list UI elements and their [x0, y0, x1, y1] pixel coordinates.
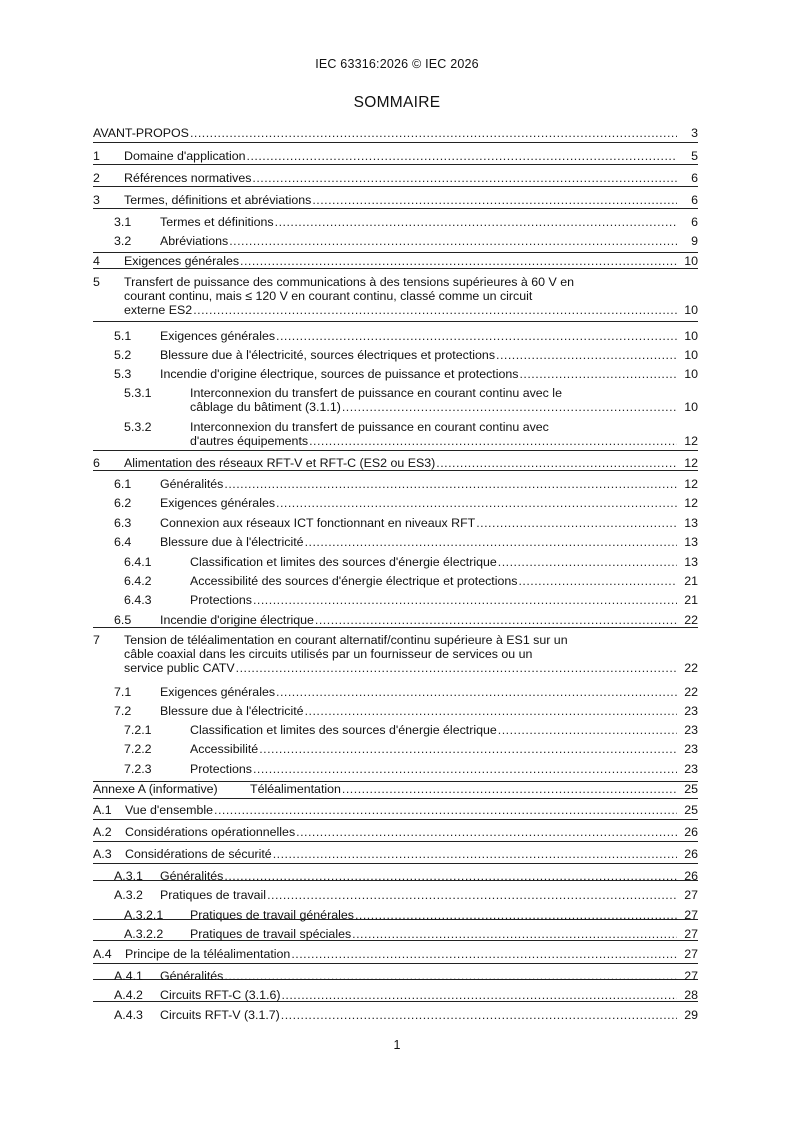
entry-title: Accessibilité [190, 742, 259, 756]
toc-entry[interactable] [114, 988, 698, 1002]
entry-title: Termes, définitions et abréviations [124, 193, 312, 207]
entry-page-number: 28 [684, 988, 698, 1002]
toc-entry[interactable] [93, 126, 698, 140]
entry-number: A.1 [93, 803, 112, 817]
dot-leader [267, 888, 677, 902]
entry-title: Généralités [160, 477, 224, 491]
entry-page-number: 10 [684, 367, 698, 381]
toc-entry[interactable] [114, 969, 698, 983]
dot-leader [253, 762, 677, 776]
entry-title: Références normatives [124, 171, 252, 185]
dot-leader [273, 847, 677, 861]
separator-line [93, 841, 698, 842]
dot-leader [253, 593, 677, 607]
toc-entry[interactable] [114, 685, 698, 699]
entry-title: Blessure due à l'électricité [160, 704, 304, 718]
dot-leader [229, 234, 677, 248]
separator-line [93, 627, 698, 628]
separator-line [93, 963, 698, 964]
entry-number: 5.2 [114, 348, 132, 362]
dot-leader [436, 456, 677, 470]
entry-title: Exigences générales [160, 496, 276, 510]
entry-number: A.4.2 [114, 988, 143, 1002]
entry-number: A.3 [93, 847, 112, 861]
entry-title: Généralités [160, 969, 224, 983]
dot-leader [224, 869, 677, 883]
entry-title-line: courant continu, mais ≤ 120 V en courant continu, classé comme un circuit [124, 289, 533, 303]
toc-entry[interactable] [114, 516, 698, 530]
dot-leader [193, 303, 677, 317]
entry-title: Abréviations [160, 234, 229, 248]
dot-leader [476, 516, 677, 530]
dot-leader [214, 803, 677, 817]
entry-page-number: 27 [684, 947, 698, 961]
entry-title-line: Interconnexion du transfert de puissance en courant continu avec le [190, 386, 562, 400]
entry-number: A.4.1 [114, 969, 143, 983]
entry-title-line: Tension de téléalimentation en courant alternatif/continu supérieure à ES1 sur un [124, 633, 568, 647]
toc-entry[interactable] [114, 367, 698, 381]
dot-leader [224, 969, 677, 983]
entry-title: Protections [190, 762, 252, 776]
dot-leader [276, 496, 677, 510]
separator-line [93, 252, 698, 253]
entry-title: Considérations opérationnelles [125, 825, 296, 839]
entry-number: A.3.2 [114, 888, 143, 902]
entry-page-number: 12 [684, 477, 698, 491]
entry-page-number: 22 [684, 685, 698, 699]
entry-title: Généralités [160, 869, 224, 883]
dot-leader [224, 477, 677, 491]
entry-number: 5 [93, 275, 100, 289]
entry-title-line: Interconnexion du transfert de puissance en courant continu avec [190, 420, 549, 434]
separator-line [93, 321, 698, 322]
entry-number: 7.2.3 [124, 762, 152, 776]
toc-entry[interactable] [93, 633, 698, 675]
entry-page-number: 23 [684, 762, 698, 776]
toc-entry[interactable] [124, 555, 698, 569]
dot-leader [275, 215, 677, 229]
entry-number: 3.2 [114, 234, 132, 248]
separator-line [93, 268, 698, 269]
toc-entry[interactable] [93, 254, 698, 268]
entry-number: 7.1 [114, 685, 132, 699]
toc-entry[interactable] [114, 1008, 698, 1022]
entry-title: Téléalimentation [250, 782, 341, 796]
separator-line [93, 798, 698, 799]
entry-page-number: 23 [684, 704, 698, 718]
entry-page-number: 13 [684, 516, 698, 530]
entry-number: 7 [93, 633, 100, 647]
dot-leader [236, 661, 677, 675]
document-header: IEC 63316:2026 © IEC 2026 [315, 57, 479, 71]
entry-page-number: 5 [691, 149, 698, 163]
entry-number: 7.2.1 [124, 723, 152, 737]
entry-title: Blessure due à l'électricité, sources électriques et protections [160, 348, 496, 362]
entry-number: 7.2.2 [124, 742, 152, 756]
entry-number: 6.2 [114, 496, 132, 510]
entry-page-number: 23 [684, 742, 698, 756]
separator-line [93, 470, 698, 471]
entry-number: 4 [93, 254, 100, 268]
entry-page-number: 27 [684, 927, 698, 941]
dot-leader [281, 1008, 677, 1022]
dot-leader [190, 126, 677, 140]
entry-page-number: 10 [684, 400, 698, 414]
entry-page-number: 10 [684, 303, 698, 317]
entry-page-number: 10 [684, 254, 698, 268]
separator-line [93, 208, 698, 209]
entry-page-number: 26 [684, 847, 698, 861]
toc-entry[interactable] [93, 456, 698, 470]
toc-title: SOMMAIRE [353, 94, 441, 111]
entry-number: 6.4.1 [124, 555, 152, 569]
entry-number: 6.4 [114, 535, 132, 549]
entry-page-number: 23 [684, 723, 698, 737]
separator-line [93, 186, 698, 187]
separator-line [93, 450, 698, 451]
toc-entry[interactable] [114, 329, 698, 343]
entry-title: AVANT-PROPOS [93, 126, 189, 140]
toc-entry[interactable] [93, 193, 698, 207]
entry-page-number: 12 [684, 496, 698, 510]
dot-leader [342, 782, 677, 796]
dot-leader [518, 574, 677, 588]
entry-title: Principe de la téléalimentation [125, 947, 291, 961]
entry-title: Exigences générales [124, 254, 240, 268]
toc-entry[interactable] [93, 171, 698, 185]
entry-title: Vue d'ensemble [125, 803, 214, 817]
toc-entry[interactable] [114, 215, 698, 229]
entry-title: Circuits RFT-V (3.1.7) [160, 1008, 280, 1022]
dot-leader [498, 555, 677, 569]
entry-title: Blessure due à l'électricité [160, 535, 304, 549]
toc-entry[interactable] [93, 847, 698, 861]
toc-entry[interactable] [93, 825, 698, 839]
entry-number: 5.3 [114, 367, 132, 381]
toc-entry[interactable] [93, 782, 698, 796]
toc-entry[interactable] [124, 420, 698, 448]
dot-leader [259, 742, 677, 756]
toc-entry[interactable] [124, 386, 698, 414]
entry-page-number: 27 [684, 888, 698, 902]
dot-leader [496, 348, 677, 362]
toc-entry[interactable] [114, 535, 698, 549]
entry-number: 6.5 [114, 613, 132, 627]
entry-number: 6 [93, 456, 100, 470]
dot-leader [276, 685, 677, 699]
toc-entry[interactable] [124, 927, 698, 941]
entry-title-line: Transfert de puissance des communications à des tensions supérieures à 60 V en [124, 275, 574, 289]
entry-title: Pratiques de travail [160, 888, 267, 902]
entry-number: A.3.1 [114, 869, 143, 883]
dot-leader [305, 535, 677, 549]
dot-leader [498, 723, 677, 737]
separator-line [93, 142, 698, 143]
page-number: 1 [393, 1038, 401, 1052]
dot-leader [352, 927, 677, 941]
dot-leader [309, 434, 677, 448]
entry-title: Circuits RFT-C (3.1.6) [160, 988, 281, 1002]
dot-leader [281, 988, 677, 1002]
entry-page-number: 6 [691, 215, 698, 229]
dot-leader [240, 254, 677, 268]
dot-leader [247, 149, 677, 163]
entry-page-number: 10 [684, 348, 698, 362]
entry-number: A.4.3 [114, 1008, 143, 1022]
entry-title: Exigences générales [160, 329, 276, 343]
entry-number: 5.3.2 [124, 420, 152, 434]
entry-title: service public CATV [124, 661, 235, 675]
dot-leader [276, 329, 677, 343]
entry-page-number: 6 [691, 171, 698, 185]
entry-number: A.2 [93, 825, 112, 839]
entry-number: 5.1 [114, 329, 132, 343]
dot-leader [355, 908, 677, 922]
entry-title-line: câble coaxial dans les circuits utilisés par un fournisseur de services ou un [124, 647, 533, 661]
separator-line [93, 164, 698, 165]
toc-entry[interactable] [93, 149, 698, 163]
toc-entry[interactable] [124, 908, 698, 922]
entry-page-number: 26 [684, 869, 698, 883]
entry-title: Exigences générales [160, 685, 276, 699]
entry-number: 3 [93, 193, 100, 207]
entry-title: Incendie d'origine électrique [160, 613, 314, 627]
toc-entry[interactable] [114, 496, 698, 510]
toc-entry[interactable] [124, 762, 698, 776]
toc-entry[interactable] [114, 888, 698, 902]
toc-entry[interactable] [114, 234, 698, 248]
toc-entry[interactable] [124, 742, 698, 756]
entry-title: Connexion aux réseaux ICT fonctionnant en niveaux RFT [160, 516, 476, 530]
entry-number: 2 [93, 171, 100, 185]
entry-page-number: 12 [684, 434, 698, 448]
entry-page-number: 6 [691, 193, 698, 207]
entry-title: d'autres équipements [190, 434, 309, 448]
entry-page-number: 13 [684, 555, 698, 569]
entry-title: Classification et limites des sources d'énergie électrique [190, 723, 497, 737]
entry-page-number: 26 [684, 825, 698, 839]
toc-entry[interactable] [93, 803, 698, 817]
entry-page-number: 22 [684, 613, 698, 627]
entry-page-number: 21 [684, 574, 698, 588]
entry-page-number: 21 [684, 593, 698, 607]
entry-number: A.3.2.1 [124, 908, 164, 922]
dot-leader [252, 171, 677, 185]
entry-title: externe ES2 [124, 303, 193, 317]
entry-page-number: 10 [684, 329, 698, 343]
entry-page-number: 3 [691, 126, 698, 140]
entry-page-number: 12 [684, 456, 698, 470]
entry-page-number: 22 [684, 661, 698, 675]
dot-leader [312, 193, 677, 207]
entry-title: Incendie d'origine électrique, sources de puissance et protections [160, 367, 519, 381]
dot-leader [291, 947, 677, 961]
entry-title: Domaine d'application [124, 149, 246, 163]
dot-leader [342, 400, 677, 414]
dot-leader [315, 613, 677, 627]
entry-title: Pratiques de travail générales [190, 908, 354, 922]
toc-entry[interactable] [124, 574, 698, 588]
entry-number: 1 [93, 149, 100, 163]
entry-number: 3.1 [114, 215, 132, 229]
entry-title: Protections [190, 593, 252, 607]
entry-title: Termes et définitions [160, 215, 274, 229]
entry-number: Annexe A (informative) [93, 782, 218, 796]
toc-entry[interactable] [114, 477, 698, 491]
entry-number: A.4 [93, 947, 112, 961]
entry-page-number: 27 [684, 908, 698, 922]
entry-title: Classification et limites des sources d'énergie électrique [190, 555, 497, 569]
entry-number: 5.3.1 [124, 386, 152, 400]
dot-leader [305, 704, 677, 718]
dot-leader [296, 825, 677, 839]
entry-page-number: 25 [684, 782, 698, 796]
dot-leader [519, 367, 677, 381]
entry-page-number: 9 [691, 234, 698, 248]
entry-title: Pratiques de travail spéciales [190, 927, 352, 941]
toc-entry[interactable] [114, 704, 698, 718]
separator-line [93, 819, 698, 820]
entry-page-number: 25 [684, 803, 698, 817]
entry-number: 6.4.3 [124, 593, 152, 607]
entry-number: 6.1 [114, 477, 132, 491]
entry-title: Considérations de sécurité [125, 847, 272, 861]
toc-entry[interactable] [93, 947, 698, 961]
entry-number: 7.2 [114, 704, 132, 718]
toc-entry[interactable] [114, 613, 698, 627]
entry-number: 6.3 [114, 516, 132, 530]
entry-page-number: 27 [684, 969, 698, 983]
entry-number: A.3.2.2 [124, 927, 164, 941]
separator-line [93, 863, 698, 864]
toc-entry[interactable] [124, 593, 698, 607]
entry-title: Alimentation des réseaux RFT-V et RFT-C (ES2 ou ES3) [124, 456, 436, 470]
entry-page-number: 29 [684, 1008, 698, 1022]
entry-title: câblage du bâtiment (3.1.1) [190, 400, 341, 414]
toc-entry[interactable] [124, 723, 698, 737]
toc-entry[interactable] [114, 869, 698, 883]
toc-entry[interactable] [93, 275, 698, 317]
entry-title: Accessibilité des sources d'énergie électrique et protections [190, 574, 518, 588]
entry-number: 6.4.2 [124, 574, 152, 588]
entry-page-number: 13 [684, 535, 698, 549]
toc-entry[interactable] [114, 348, 698, 362]
